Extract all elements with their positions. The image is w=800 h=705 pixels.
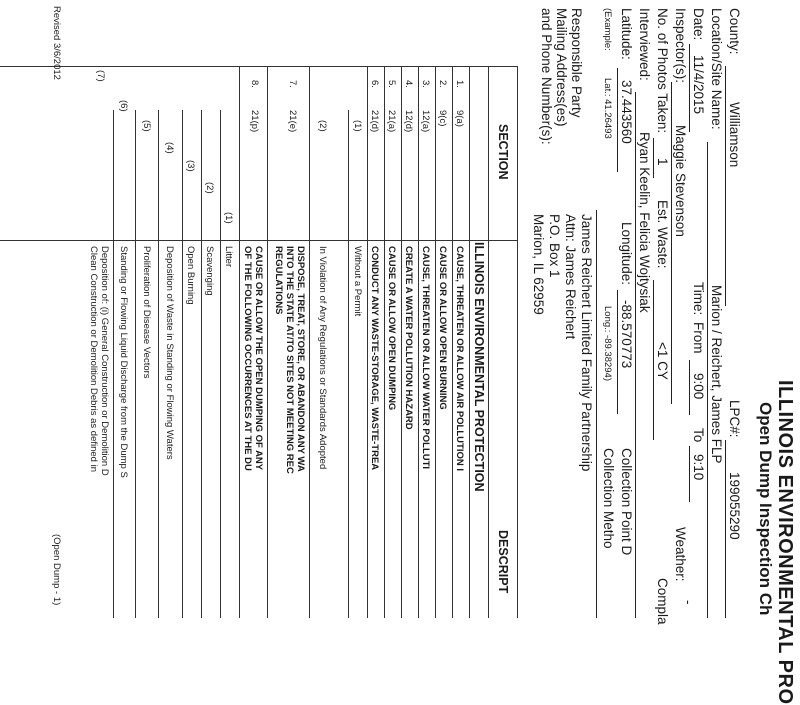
description-column-header: DESCRIPT	[496, 530, 510, 594]
example-label: (Example:	[602, 8, 613, 51]
location-label: Location/Site Name:	[709, 8, 724, 130]
county-label: County:	[727, 8, 742, 55]
est-waste-label: Est. Waste:	[655, 200, 670, 269]
table-row-section: (2)	[317, 120, 328, 132]
table-row-section: (2)	[204, 182, 215, 194]
interviewed-value: Ryan Keelin, Felicia Wojtysiak	[637, 132, 652, 313]
table-row-section: 9(a)	[454, 110, 465, 127]
time-from-underline	[689, 360, 690, 415]
table-row-description: Without a Permit	[352, 246, 363, 317]
table-row-section: (6)	[118, 100, 129, 112]
lpc-label: LPC#:	[727, 400, 742, 438]
date-label: Date:	[691, 8, 706, 41]
inspectors-label: Inspector(s):	[673, 8, 688, 84]
table-row-description-line: INTO THE STATE AT/TO SITES NOT MEETING REC	[284, 246, 295, 474]
est-waste-value: <1 CY	[655, 342, 670, 380]
mailing-address-label: Mailing Address(es)	[554, 8, 569, 127]
table-row-num: 8.	[249, 80, 260, 88]
table-row-section: (1)	[352, 120, 363, 132]
photos-value: 1	[655, 158, 670, 166]
table-row-section: 21(p)	[249, 110, 260, 133]
table-row-description-line: Deposition of: (i) General Construction or Demolition D	[99, 246, 110, 476]
inspectors-underline	[671, 82, 672, 404]
table-row-description: In Violation of Any Regulations or Standards Adopted	[317, 246, 328, 470]
table-row-description-line: CAUSE OR ALLOW THE OPEN DUMPING OF ANY	[253, 246, 264, 471]
table-row-description: Litter	[223, 246, 234, 268]
table-row-section: (4)	[164, 142, 175, 154]
time-label: Time:	[691, 282, 706, 316]
county-underline	[725, 66, 726, 306]
date-value: 11/4/2015	[691, 55, 706, 115]
table-row-description: CAUSE, THREATEN OR ALLOW WATER POLLUTI	[420, 246, 431, 470]
table-row-description-line: Clean Construction or Demolition Debris as defined in	[88, 246, 99, 473]
table-row-description: CAUSE OR ALLOW OPEN DUMPING	[386, 246, 397, 411]
document-subtitle: Open Dump Inspection Ch	[756, 402, 775, 616]
table-row-description-line: OF THE FOLLOWING OCCURRENCES AT THE DU	[242, 246, 253, 471]
table-row-section: (7)	[95, 70, 106, 82]
table-row-section: 12(a)	[420, 110, 431, 133]
weather-label: Weather:	[673, 527, 688, 582]
responsible-value-3: P.O. Box 1	[547, 214, 562, 278]
revised-date: Revised 3/6/2012	[51, 6, 62, 80]
latitude-underline	[617, 68, 618, 172]
example-latitude: Lat.: 41.26493	[602, 78, 613, 139]
table-row-description-line: REGULATIONS	[273, 246, 284, 315]
time-to-value: 9:10	[691, 454, 706, 481]
complaint-label: Compla	[655, 578, 670, 625]
table-row-description: Open Burning	[185, 246, 196, 305]
table-row-section: 21(e)	[287, 110, 298, 133]
table-row-num: 4.	[403, 80, 414, 88]
table-row-section: 12(d)	[403, 110, 414, 133]
table-row-section: 21(a)	[386, 110, 397, 133]
table-row-num: 3.	[420, 80, 431, 88]
table-banner: ILLINOIS ENVIRONMENTAL PROTECTION	[472, 242, 486, 492]
table-row-section: (1)	[223, 212, 234, 224]
location-underline	[707, 142, 708, 618]
table-row-description: Proliferation of Disease Vectors	[141, 246, 152, 379]
lpc-underline	[725, 440, 726, 618]
table-row-description-line: DISPOSE, TREAT, STORE, OR ABANDON ANY WA	[295, 246, 306, 472]
latitude-value: 37.443560	[619, 80, 634, 144]
time-to-underline	[689, 446, 690, 502]
table-row-description: CAUSE, THREATEN OR ALLOW AIR POLLUTION I	[454, 246, 465, 471]
photos-underline	[653, 138, 654, 178]
interviewed-underline	[635, 92, 636, 618]
table-row-description: Standing or Flowing Liquid Discharge from the Dump S	[118, 246, 129, 478]
est-waste-underline	[653, 280, 654, 440]
county-value: Williamson	[727, 102, 742, 168]
phone-number-label: and Phone Number(s):	[539, 8, 554, 145]
page-label: (Open Dump - 1)	[51, 534, 62, 606]
table-row-section: 21(d)	[369, 110, 380, 133]
latitude-label: Latitude:	[619, 8, 634, 60]
longitude-label: Longitude:	[619, 222, 634, 286]
table-row-description: Deposition of Waste in Standing or Flowing Waters	[164, 246, 175, 460]
table-row-section: 9(c)	[437, 110, 448, 127]
section-column-header: SECTION	[496, 124, 510, 180]
time-from-value: 9:00	[691, 373, 706, 400]
longitude-underline	[617, 290, 618, 414]
table-row-description: CONDUCT ANY WASTE-STORAGE, WASTE-TREA	[369, 246, 380, 471]
interviewed-label: Interviewed:	[637, 8, 652, 81]
time-from-label: From	[691, 322, 706, 354]
table-row-num: 5.	[386, 80, 397, 88]
table-row-description: Scavenging	[204, 246, 215, 296]
inspectors-value: Maggie Stevenson	[673, 125, 688, 237]
location-value: Marion / Reichert, James FLP	[709, 285, 724, 464]
table-row-section: (3)	[185, 160, 196, 172]
time-to-label: To	[691, 428, 706, 443]
collection-method-label: Collection Metho	[601, 448, 616, 549]
longitude-value: -88.570773	[619, 300, 634, 369]
table-row-num: 6.	[369, 80, 380, 88]
responsible-top-line	[596, 210, 597, 618]
table-row-description: CREATE A WATER POLLUTION HAZARD	[403, 246, 414, 430]
table-row-num: 2.	[437, 80, 448, 88]
table-row-section: (5)	[141, 120, 152, 132]
photos-label: No. of Photos Taken:	[655, 8, 670, 134]
date-underline	[689, 44, 690, 132]
table-row-num: 1.	[454, 80, 465, 88]
lpc-value: 199055290	[727, 472, 742, 540]
collection-point-label: Collection Point D	[619, 448, 634, 556]
document-title: ILLINOIS ENVIRONMENTAL PRO	[774, 380, 796, 705]
weather-value: -	[681, 600, 696, 605]
responsible-value-4: Marion, IL 62959	[531, 214, 546, 315]
responsible-value-1: James Reichert Limited Family Partnership	[579, 214, 594, 472]
responsible-value-2: Attn: James Reichert	[563, 214, 578, 340]
responsible-party-label: Responsible Party	[569, 8, 584, 118]
example-longitude: Long.: -89.38294)	[602, 306, 613, 382]
table-row-num: 7.	[287, 80, 298, 88]
table-row-description: CAUSE OR ALLOW OPEN BURNING	[437, 246, 448, 410]
